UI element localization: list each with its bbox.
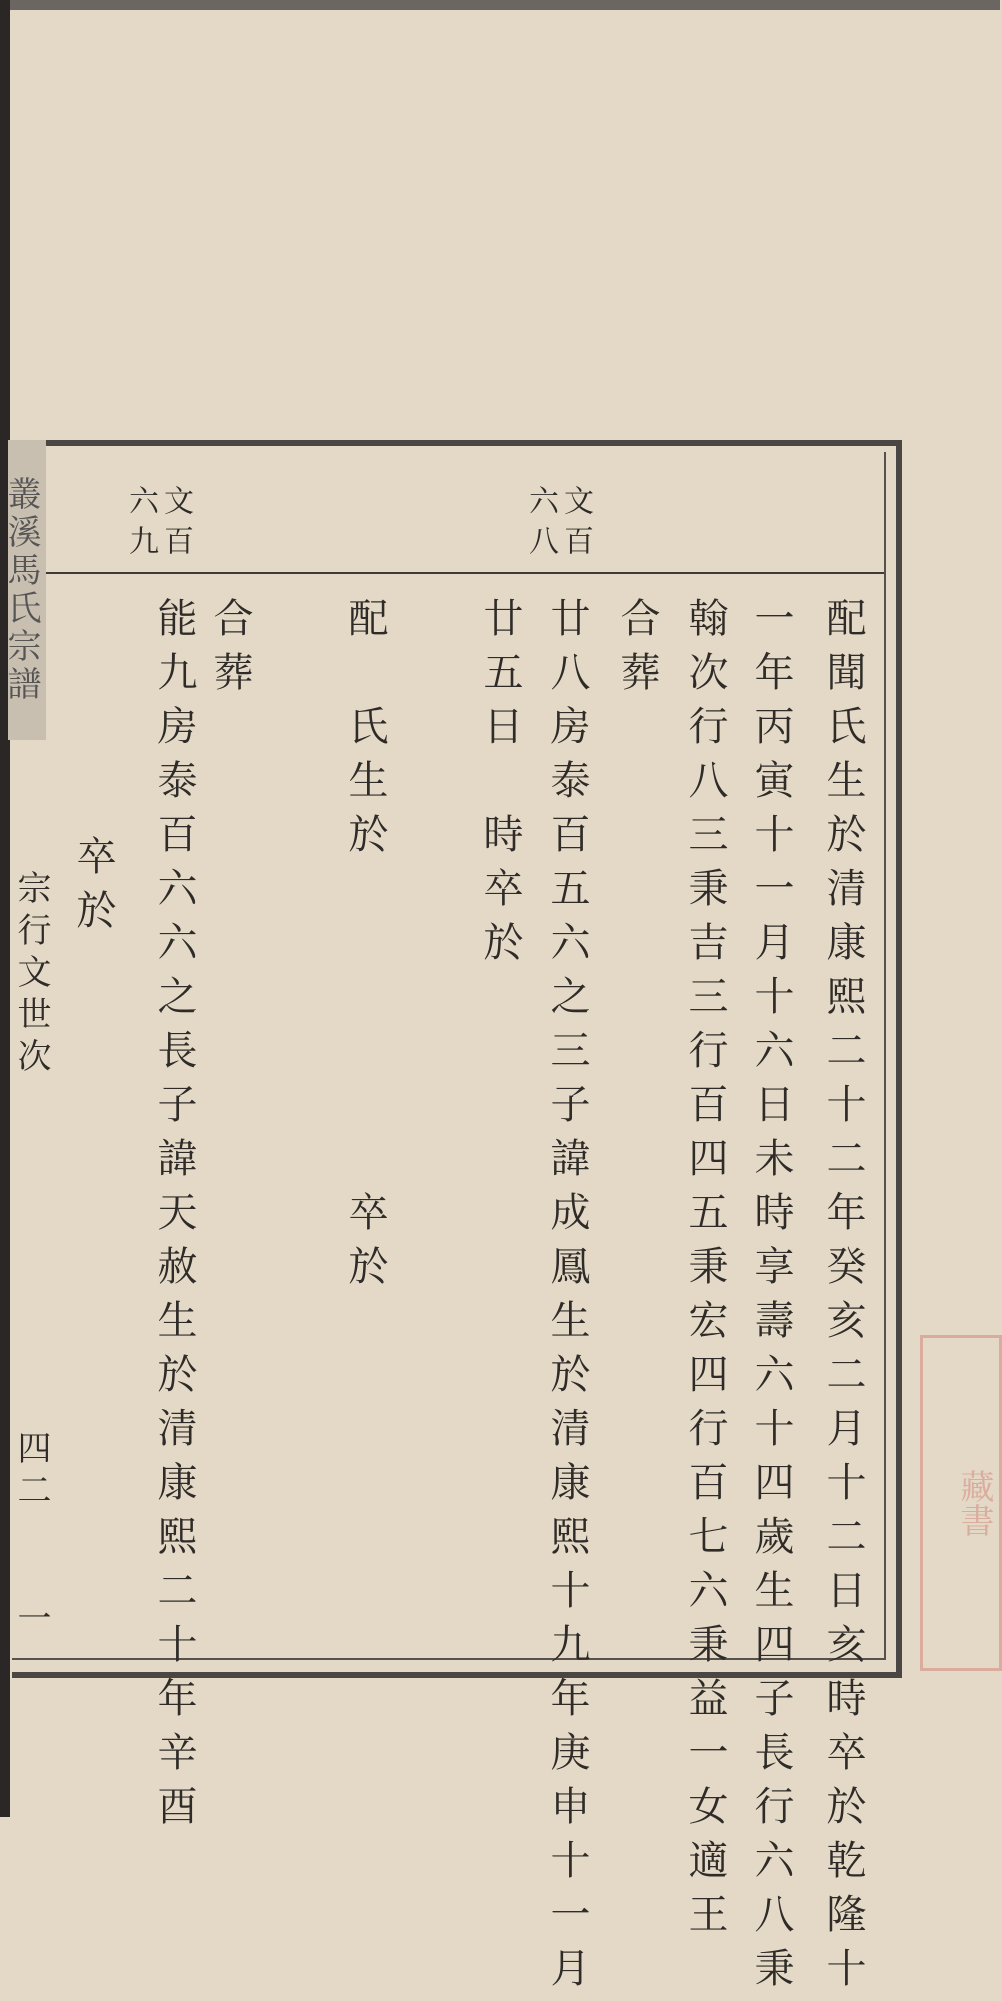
text-column: 配聞氏生於清康熙二十二年癸亥二月十二日亥時卒於乾隆十 [820,597,866,2001]
hall-mark: 一 [11,1600,51,1642]
text-column: 配 氏生於 卒於 [342,597,388,1299]
text-column: 能九房泰百六六之長子諱天赦生於清康熙二十年辛酉 [151,597,197,1839]
text-column: 翰次行八三秉吉三行百四五秉宏四行百七六秉益一女適王 [682,597,728,1947]
text-column: 合葬 [207,597,253,705]
page-number: 四二 [11,1430,51,1514]
text-column: 一年丙寅十一月十六日未時享壽六十四歲生四子長行六八秉 [748,597,794,2001]
header-generation: 文百 [158,485,193,565]
text-column: 廿八房泰百五六之三子諱成鳳生於清康熙十九年庚申十一月 [544,597,590,2001]
page-top-edge [0,0,1000,10]
header-number: 六八 [523,485,558,565]
book-title: 叢溪馬氏宗譜 [8,440,46,740]
header-generation: 文百 [558,485,593,565]
red-seal-stamp: 藏書 [920,1335,1002,1671]
header-number: 六九 [123,485,158,565]
section-label: 宗行文世次 [11,870,51,1080]
text-column: 合葬 [614,597,660,705]
header-divider [12,572,884,574]
text-column: 廿五日 時卒於 [477,597,523,975]
text-column: 卒於 [70,835,116,943]
book-spine [0,0,10,1817]
